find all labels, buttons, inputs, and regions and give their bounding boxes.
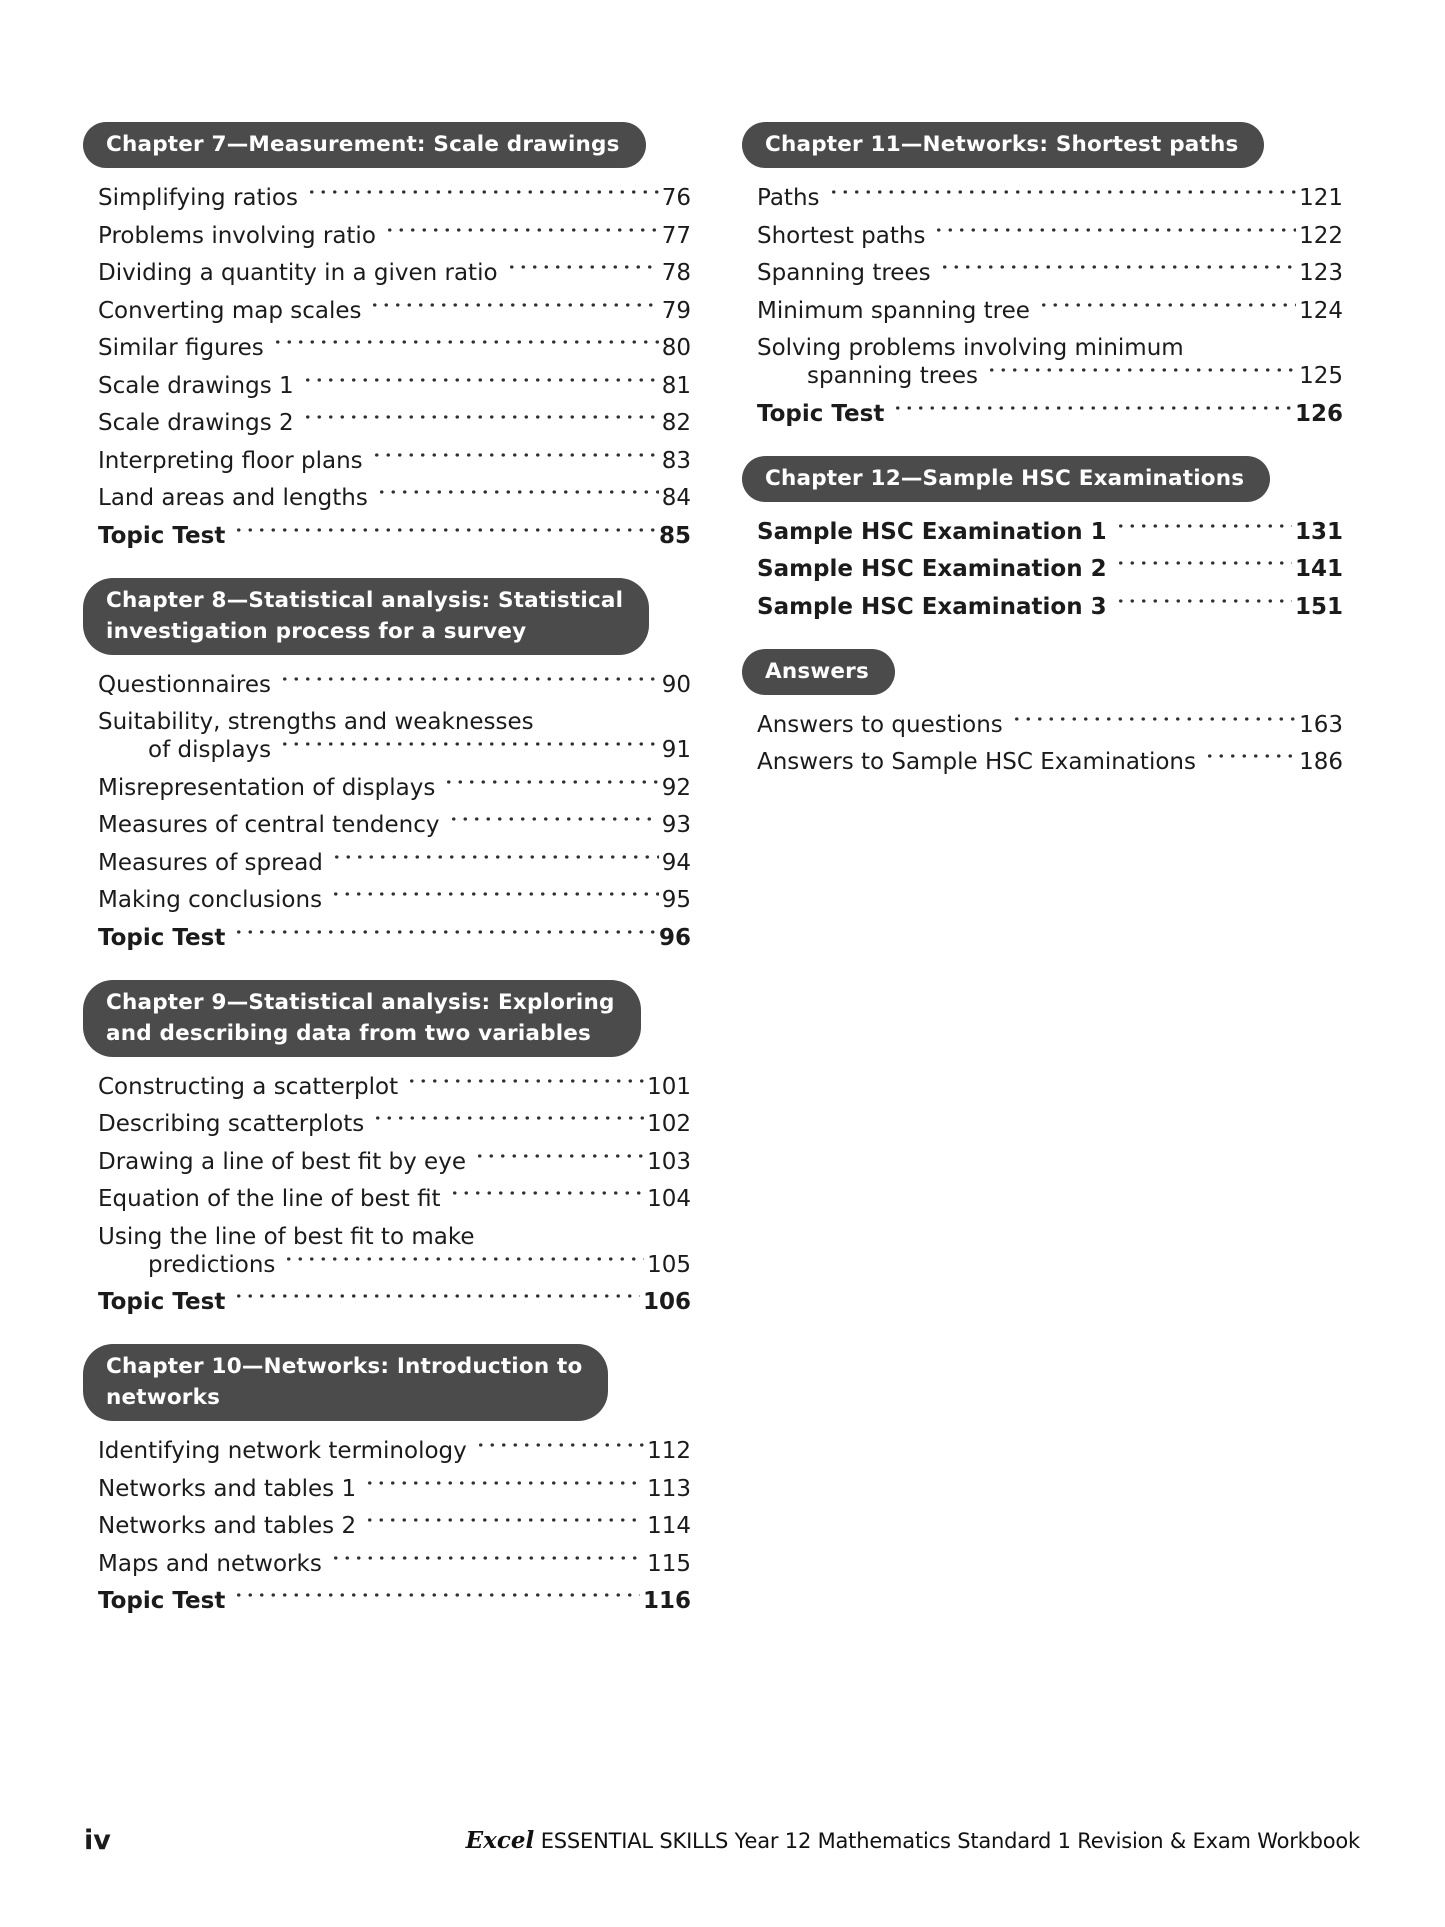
toc-entry-page: 105 [647,1251,691,1278]
toc-entry [98,522,691,550]
toc-entry-row [98,924,691,952]
dot-leader [303,184,659,212]
toc-entry-label: Questionnaires [98,671,272,698]
toc-entry-label: of displays [148,737,272,763]
toc-entry [757,555,1343,583]
toc-entry-label: Dividing a quantity in a given ratio [98,260,498,286]
toc-entry-page: 141 [1294,556,1343,582]
chapter-banner-title: Chapter 9—Statistical analysis: Exploring [106,989,615,1015]
toc-entry-label: Measures of spread [98,849,323,876]
toc-entry [98,1185,691,1213]
toc-entry-row [98,671,691,699]
toc-entry [98,222,691,250]
dot-leader [471,1148,644,1176]
toc-entry-row [98,1185,691,1213]
toc-entry-label: Topic Test [98,1588,226,1614]
dot-leader [889,400,1292,428]
toc-entry-row [98,1475,691,1503]
toc-entry-page: 79 [661,297,691,324]
toc-entry-label: Land areas and lengths [98,485,368,511]
toc-entry-page: 76 [661,185,691,211]
toc-entry-label-line1: Using the line of best fit to make [98,1223,475,1250]
dot-leader [230,1288,640,1316]
toc-entry-row [98,1437,691,1465]
toc-entry-page: 121 [1299,185,1343,211]
toc-entry-row [757,184,1343,212]
toc-entry-row [98,1251,691,1279]
toc-entry-row [98,849,691,877]
toc-column-left [83,122,691,1625]
dot-leader [369,1110,644,1138]
toc-entry-label [757,334,1343,362]
toc-entry [98,1288,691,1316]
toc-entry [757,334,1343,390]
toc-entry-label: Spanning trees [757,260,931,286]
toc-entry-label: Answers to Sample HSC Examinations [757,749,1196,775]
dot-leader [1201,748,1296,776]
dot-leader [230,522,656,550]
toc-entry-page: 106 [642,1289,691,1315]
toc-entry-label: Scale drawings 2 [98,410,294,436]
toc-entry-row [757,593,1343,621]
toc-entry-label: predictions [148,1251,276,1278]
dot-leader [936,259,1297,287]
toc-entry-label: Scale drawings 1 [98,372,294,399]
toc-entry-row [98,184,691,212]
toc-entry-page: 81 [661,372,691,399]
toc-entry-label: Problems involving ratio [98,222,376,249]
toc-entry-label: Topic Test [98,522,226,549]
chapter-banner-title: Answers [765,658,869,684]
toc-entry-row [98,811,691,839]
toc-entry-row [98,1587,691,1615]
chapter-banner [742,122,1264,168]
toc-column-right [742,122,1343,786]
toc-section [742,649,1343,777]
toc-entry-page: 122 [1299,222,1343,249]
toc-entry-row [757,222,1343,250]
dot-leader [930,222,1296,250]
toc-entry-label-line1: Suitability, strengths and weaknesses [98,709,534,735]
toc-entry-page: 90 [661,671,691,698]
toc-entry-label: Networks and tables 1 [98,1475,357,1502]
toc-entry-row [98,774,691,802]
toc-entry-label: Simplifying ratios [98,185,298,211]
running-title [466,1826,1360,1856]
toc-list [757,518,1343,621]
dot-leader [276,736,659,764]
toc-entry-row [98,447,691,475]
toc-entry-page: 113 [647,1475,691,1502]
toc-entry [98,334,691,362]
toc-entry [98,447,691,475]
chapter-banner-title: networks [106,1385,221,1410]
toc-entry [98,886,691,914]
toc-entry-label: Answers to questions [757,711,1003,738]
toc-entry-page: 82 [661,410,691,436]
toc-entry-label: Paths [757,185,820,211]
toc-entry [98,484,691,512]
toc-entry [757,184,1343,212]
folio-page-number: iv [84,1825,111,1856]
toc-entry-row [98,222,691,250]
dot-leader [299,409,659,437]
toc-entry-row [757,748,1343,776]
toc-entry-page: 91 [661,737,691,763]
toc-entry-label: Topic Test [757,400,885,427]
brand-name: Excel [465,1827,535,1854]
toc-entry [98,1437,691,1465]
dot-leader [269,334,659,362]
toc-entry [98,671,691,699]
toc-entry-page: 103 [647,1148,691,1175]
dot-leader [373,484,659,512]
toc-entry-page: 101 [647,1073,691,1100]
dot-leader [276,671,659,699]
toc-entry [757,400,1343,428]
toc-entry-row [98,297,691,325]
toc-entry [757,222,1343,250]
toc-section [83,578,691,952]
toc-entry-label [98,1223,691,1251]
toc-entry-label-line1: Solving problems involving minimum [757,335,1184,361]
dot-leader [361,1475,644,1503]
toc-entry-label: Interpreting floor plans [98,447,363,474]
toc-entry [98,924,691,952]
toc-entry-row [757,362,1343,390]
toc-entry-label: Misrepresentation of displays [98,774,436,801]
toc-entry-page: 116 [642,1588,691,1614]
dot-leader [445,811,659,839]
dot-leader [327,1550,644,1578]
toc-entry-row [98,1288,691,1316]
dot-leader [472,1437,644,1465]
toc-entry [98,849,691,877]
toc-entry-label: Making conclusions [98,887,323,913]
chapter-banner [83,1344,608,1421]
chapter-banner-title: Chapter 11—Networks: Shortest paths [765,132,1239,157]
toc-entry [98,774,691,802]
chapter-banner-title: Chapter 10—Networks: Introduction to [106,1354,583,1379]
toc-entry-row [757,555,1343,583]
dot-leader [503,259,659,287]
chapter-banner [742,649,895,695]
toc-list [98,184,691,550]
toc-entry-page: 92 [661,774,691,801]
dot-leader [825,184,1297,212]
toc-entry-page: 96 [658,924,691,951]
toc-entry-page: 94 [661,849,691,876]
toc-entry-label: Topic Test [98,1289,226,1315]
toc-entry [98,1587,691,1615]
toc-section [742,122,1343,428]
chapter-banner-title: Chapter 12—Sample HSC Examinations [765,465,1245,491]
toc-entry-label: spanning trees [807,363,978,389]
toc-entry-label: Sample HSC Examination 3 [757,593,1107,620]
toc-entry-page: 102 [647,1111,691,1137]
toc-list [98,1073,691,1317]
toc-entry-row [98,372,691,400]
toc-entry-page: 124 [1299,297,1343,324]
toc-section [83,980,691,1317]
toc-entry-row [757,297,1343,325]
toc-entry-row [98,736,691,764]
page-footer [84,1826,1360,1856]
toc-entry-row [98,1110,691,1138]
toc-entry-label: Converting map scales [98,297,362,324]
dot-leader [361,1512,644,1540]
chapter-banner-title: Chapter 8—Statistical analysis: Statistical [106,587,624,613]
toc-entry-page: 104 [647,1186,691,1212]
toc-entry-page: 114 [647,1513,691,1539]
running-title-text: ESSENTIAL SKILLS Year 12 Mathematics Standard 1 Revision & Exam Workbook [534,1829,1360,1853]
toc-entry-row [98,1550,691,1578]
toc-entry-page: 186 [1299,749,1343,775]
toc-entry-label: Equation of the line of best fit [98,1186,441,1212]
toc-entry-page: 95 [661,887,691,913]
dot-leader [328,849,659,877]
chapter-banner-title: investigation process for a survey [106,618,527,644]
dot-leader [403,1073,644,1101]
dot-leader [983,362,1296,390]
toc-entry-page: 151 [1294,593,1343,620]
toc-list [757,711,1343,777]
toc-entry-page: 83 [661,447,691,474]
toc-entry [757,259,1343,287]
toc-entry [757,748,1343,776]
toc-entry-label: Constructing a scatterplot [98,1073,399,1100]
dot-leader [299,372,659,400]
toc-entry-label: Shortest paths [757,222,926,249]
toc-entry-row [98,334,691,362]
chapter-banner [83,122,646,168]
toc-list [98,1437,691,1615]
toc-entry-row [98,1148,691,1176]
dot-leader [1112,518,1292,546]
toc-entry-page: 115 [647,1550,691,1577]
toc-section [83,1344,691,1615]
toc-entry-page: 77 [661,222,691,249]
toc-entry [98,1110,691,1138]
toc-entry-page: 84 [661,485,691,511]
toc-entry [98,1073,691,1101]
dot-leader [280,1251,644,1279]
toc-entry [98,1223,691,1279]
dot-leader [1008,711,1296,739]
toc-entry-page: 126 [1294,400,1343,427]
dot-leader [381,222,659,250]
toc-entry-row [98,522,691,550]
toc-section [742,456,1343,621]
toc-entry-row [757,259,1343,287]
toc-entry-label: Networks and tables 2 [98,1513,357,1539]
chapter-banner-title: and describing data from two variables [106,1020,592,1046]
dot-leader [327,886,659,914]
chapter-banner [83,578,649,655]
toc-entry-page: 125 [1299,363,1343,389]
dot-leader [368,447,659,475]
toc-entry [98,1148,691,1176]
toc-entry [98,1475,691,1503]
toc-entry-label: Maps and networks [98,1550,322,1577]
toc-entry-row [98,409,691,437]
toc-entry-row [98,886,691,914]
toc-entry [98,372,691,400]
toc-entry [757,593,1343,621]
toc-entry-page: 93 [661,812,691,838]
dot-leader [1112,593,1292,621]
toc-entry-label: Sample HSC Examination 1 [757,518,1107,545]
dot-leader [1112,555,1292,583]
dot-leader [230,1587,640,1615]
toc-entry [98,811,691,839]
toc-entry-label: Identifying network terminology [98,1438,467,1464]
toc-entry-label: Sample HSC Examination 2 [757,556,1107,582]
dot-leader [440,774,658,802]
toc-list [757,184,1343,428]
toc-entry-page: 123 [1299,260,1343,286]
toc-entry-label: Describing scatterplots [98,1111,365,1137]
toc-entry-page: 131 [1294,518,1343,545]
toc-entry-row [757,518,1343,546]
toc-entry [757,518,1343,546]
toc-entry-label: Minimum spanning tree [757,297,1030,324]
toc-list [98,671,691,952]
toc-entry-label: Measures of central tendency [98,812,440,838]
chapter-banner [83,980,641,1057]
chapter-banner-title: Chapter 7—Measurement: Scale drawings [106,132,620,157]
toc-entry-row [757,711,1343,739]
toc-entry [98,259,691,287]
chapter-banner [742,456,1270,502]
toc-entry [98,1550,691,1578]
dot-leader [446,1185,645,1213]
toc-entry-row [98,259,691,287]
toc-entry-label: Topic Test [98,924,226,951]
toc-entry-page: 80 [661,335,691,361]
toc-entry [98,297,691,325]
toc-entry-page: 112 [647,1438,691,1464]
toc-entry [757,711,1343,739]
toc-entry-label: Drawing a line of best fit by eye [98,1148,466,1175]
toc-entry-page: 85 [658,522,691,549]
toc-entry [98,409,691,437]
toc-entry [757,297,1343,325]
toc-entry-row [98,1073,691,1101]
dot-leader [230,924,656,952]
toc-entry-page: 163 [1299,711,1343,738]
toc-entry-row [757,400,1343,428]
dot-leader [1035,297,1296,325]
toc-entry-row [98,484,691,512]
toc-section [83,122,691,550]
dot-leader [366,297,658,325]
toc-entry-label: Similar figures [98,335,264,361]
toc-entry-page: 78 [661,260,691,286]
toc-entry-label [98,708,691,736]
toc-entry [98,708,691,764]
toc-entry [98,184,691,212]
toc-entry-row [98,1512,691,1540]
toc-entry [98,1512,691,1540]
